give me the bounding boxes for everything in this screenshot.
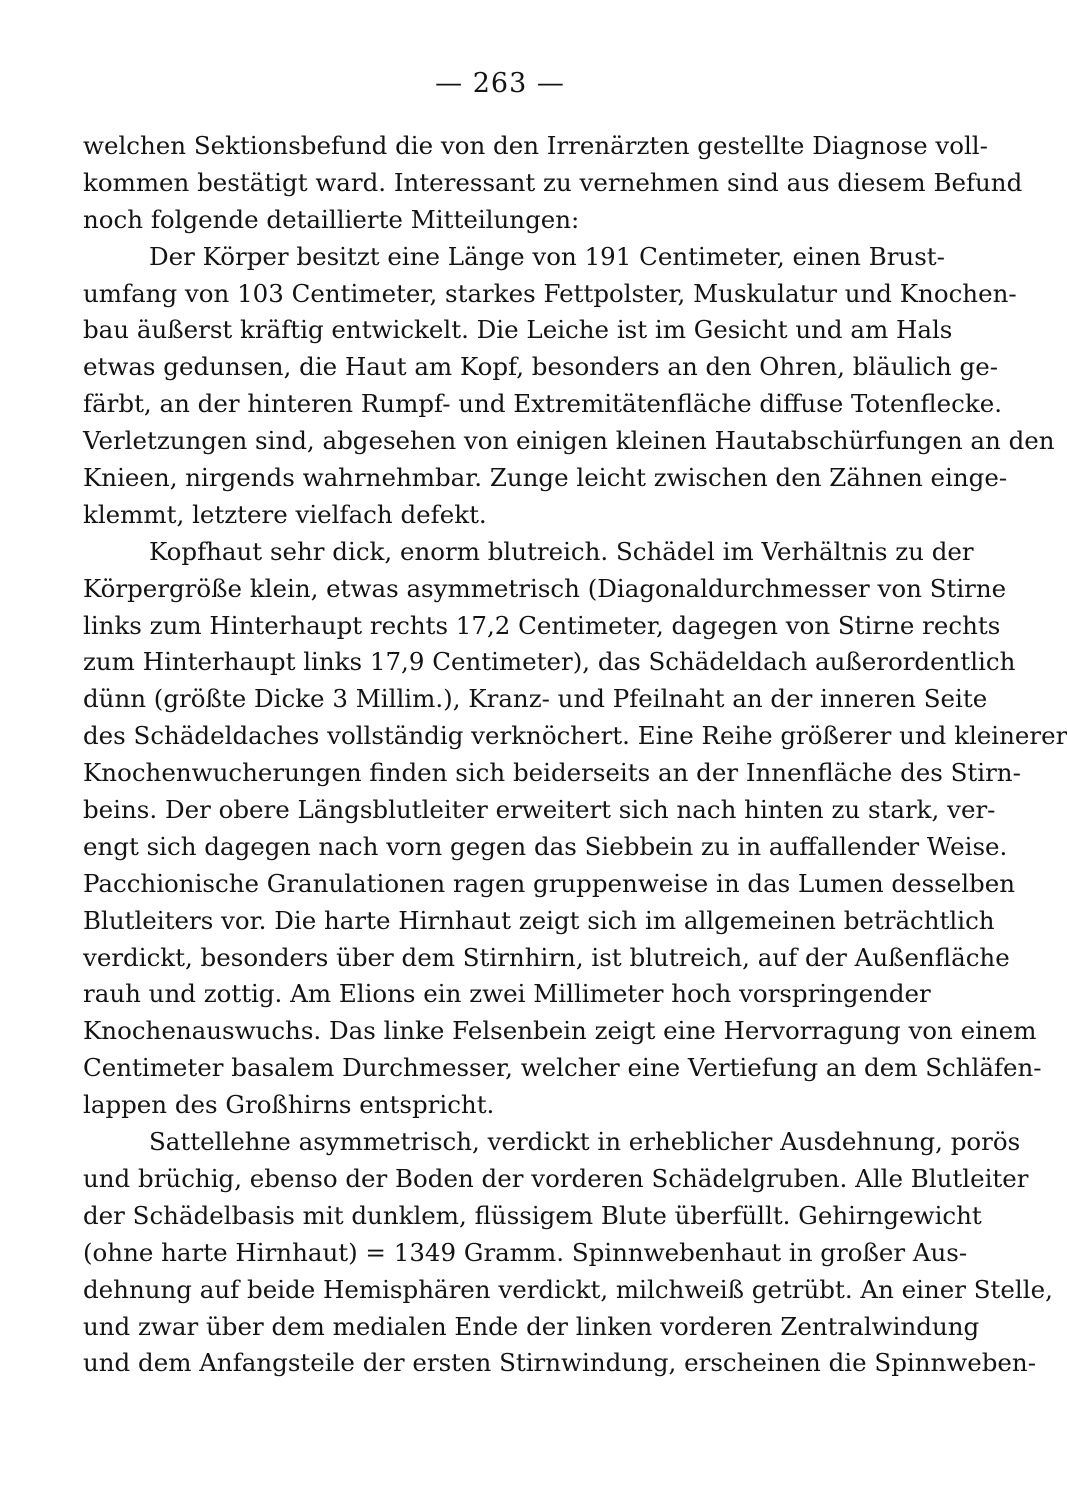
- text-line: Körpergröße klein, etwas asymmetrisch (Diagonaldurchmesser von Stirne: [83, 573, 1007, 603]
- text-line: noch folgende detaillierte Mitteilungen:: [83, 204, 580, 234]
- text-line: Knochenwucherungen finden sich beiderseits an der Innenfläche des Stirn-: [83, 758, 1021, 788]
- text-line: klemmt, letztere vielfach defekt.: [83, 499, 487, 529]
- text-body: [83, 128, 1067, 1382]
- text-line: Verletzungen sind, abgesehen von einigen kleinen Hautabschürfungen an den: [83, 426, 1055, 456]
- text-line: (ohne harte Hirnhaut) = 1349 Gramm. Spinnwebenhaut in großer Aus-: [83, 1237, 968, 1267]
- paragraph: [83, 239, 1055, 534]
- text-line: dehnung auf beide Hemisphären verdickt, milchweiß getrübt. An einer Stelle,: [83, 1274, 1053, 1304]
- text-line: verdickt, besonders über dem Stirnhirn, ist blutreich, auf der Außenfläche: [83, 942, 1010, 972]
- text-line: etwas gedunsen, die Haut am Kopf, besonders an den Ohren, bläulich ge-: [83, 352, 999, 382]
- text-line: beins. Der obere Längsblutleiter erweitert sich nach hinten zu stark, ver-: [83, 795, 996, 825]
- text-line: und dem Anfangsteile der ersten Stirnwindung, erscheinen die Spinnweben-: [83, 1348, 1036, 1378]
- text-line: und brüchig, ebenso der Boden der vorderen Schädelgruben. Alle Blutleiter: [83, 1163, 1029, 1193]
- text-line: färbt, an der hinteren Rumpf- und Extremitätenfläche diffuse Totenflecke.: [83, 389, 1003, 419]
- text-line: rauh und zottig. Am Elions ein zwei Millimeter hoch vorspringender: [83, 979, 931, 1009]
- text-line: Pacchionische Granulationen ragen gruppenweise in das Lumen desselben: [83, 868, 1016, 898]
- text-line: Knochenauswuchs. Das linke Felsenbein zeigt eine Hervorragung von einem: [83, 1016, 1037, 1046]
- paragraph: [83, 1124, 1053, 1382]
- text-line: lappen des Großhirns entspricht.: [83, 1090, 495, 1120]
- page-number: — 263 —: [435, 68, 565, 99]
- text-line: kommen bestätigt ward. Interessant zu vernehmen sind aus diesem Befund: [83, 167, 1023, 197]
- text-line: links zum Hinterhaupt rechts 17,2 Centimeter, dagegen von Stirne rechts: [83, 610, 1001, 640]
- text-line: Knieen, nirgends wahrnehmbar. Zunge leicht zwischen den Zähnen einge-: [83, 463, 1008, 493]
- text-line: Kopfhaut sehr dick, enorm blutreich. Schädel im Verhältnis zu der: [149, 536, 974, 566]
- text-line: zum Hinterhaupt links 17,9 Centimeter), das Schädeldach außerordentlich: [83, 647, 1016, 677]
- text-line: des Schädeldaches vollständig verknöchert. Eine Reihe größerer und kleinerer: [83, 721, 1067, 751]
- text-line: welchen Sektionsbefund die von den Irrenärzten gestellte Diagnose voll-: [83, 131, 988, 160]
- paragraph: [83, 534, 1067, 1124]
- text-line: Centimeter basalem Durchmesser, welcher eine Vertiefung an dem Schläfen-: [83, 1053, 1042, 1083]
- text-line: engt sich dagegen nach vorn gegen das Siebbein zu in auffallender Weise.: [83, 831, 1008, 861]
- text-line: Sattellehne asymmetrisch, verdickt in erheblicher Ausdehnung, porös: [149, 1127, 1021, 1157]
- text-line: Blutleiters vor. Die harte Hirnhaut zeigt sich im allgemeinen beträchtlich: [83, 905, 995, 935]
- text-line: und zwar über dem medialen Ende der linken vorderen Zentralwindung: [83, 1311, 980, 1341]
- text-line: Der Körper besitzt eine Länge von 191 Centimeter, einen Brust-: [149, 241, 945, 271]
- text-line: bau äußerst kräftig entwickelt. Die Leiche ist im Gesicht und am Hals: [83, 315, 953, 345]
- text-line: der Schädelbasis mit dunklem, flüssigem Blute überfüllt. Gehirngewicht: [83, 1200, 982, 1230]
- paragraph: [83, 128, 1023, 239]
- text-line: dünn (größte Dicke 3 Millim.), Kranz- und Pfeilnaht an der inneren Seite: [83, 684, 988, 714]
- text-line: umfang von 103 Centimeter, starkes Fettpolster, Muskulatur und Knochen-: [83, 278, 1017, 308]
